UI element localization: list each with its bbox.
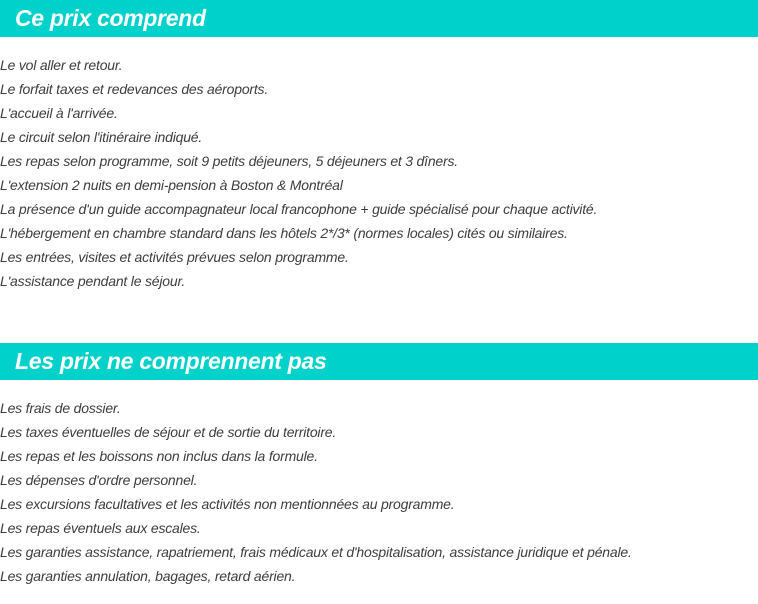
list-item: L'hébergement en chambre standard dans les hôtels 2*/3* (normes locales) cités ou similaires. xyxy=(0,225,568,241)
section-title-included: Ce prix comprend xyxy=(15,5,206,31)
list-item: L'assistance pendant le séjour. xyxy=(0,273,186,289)
list-item: L'extension 2 nuits en demi-pension à Boston & Montréal xyxy=(0,177,343,193)
list-item: Les excursions facultatives et les activités non mentionnées au programme. xyxy=(0,496,455,512)
list-item: Le circuit selon l'itinéraire indiqué. xyxy=(0,129,203,145)
list-item: Les taxes éventuelles de séjour et de sortie du territoire. xyxy=(0,424,337,440)
section-header-included xyxy=(0,0,758,37)
list-item: Le forfait taxes et redevances des aéroports. xyxy=(0,81,269,97)
list-item: Les frais de dossier. xyxy=(0,400,121,416)
list-item: Les entrées, visites et activités prévues selon programme. xyxy=(0,249,349,265)
list-item: Les repas et les boissons non inclus dans la formule. xyxy=(0,448,318,464)
list-item: Les dépenses d'ordre personnel. xyxy=(0,472,198,488)
list-item: Les garanties annulation, bagages, retard aérien. xyxy=(0,568,296,584)
included-items-list xyxy=(0,53,597,293)
list-item: La présence d'un guide accompagnateur local francophone + guide spécialisé pour chaque activité. xyxy=(0,201,598,217)
list-item: L'accueil à l'arrivée. xyxy=(0,105,118,121)
section-title-excluded: Les prix ne comprennent pas xyxy=(15,348,327,374)
section-header-excluded xyxy=(0,343,758,380)
list-item: Les garanties assistance, rapatriement, frais médicaux et d'hospitalisation, assistance juridique et pénale. xyxy=(0,544,632,560)
list-item: Les repas selon programme, soit 9 petits déjeuners, 5 déjeuners et 3 dîners. xyxy=(0,153,458,169)
list-item: Le vol aller et retour. xyxy=(0,57,123,73)
excluded-items-list xyxy=(0,396,632,588)
list-item: Les repas éventuels aux escales. xyxy=(0,520,201,536)
